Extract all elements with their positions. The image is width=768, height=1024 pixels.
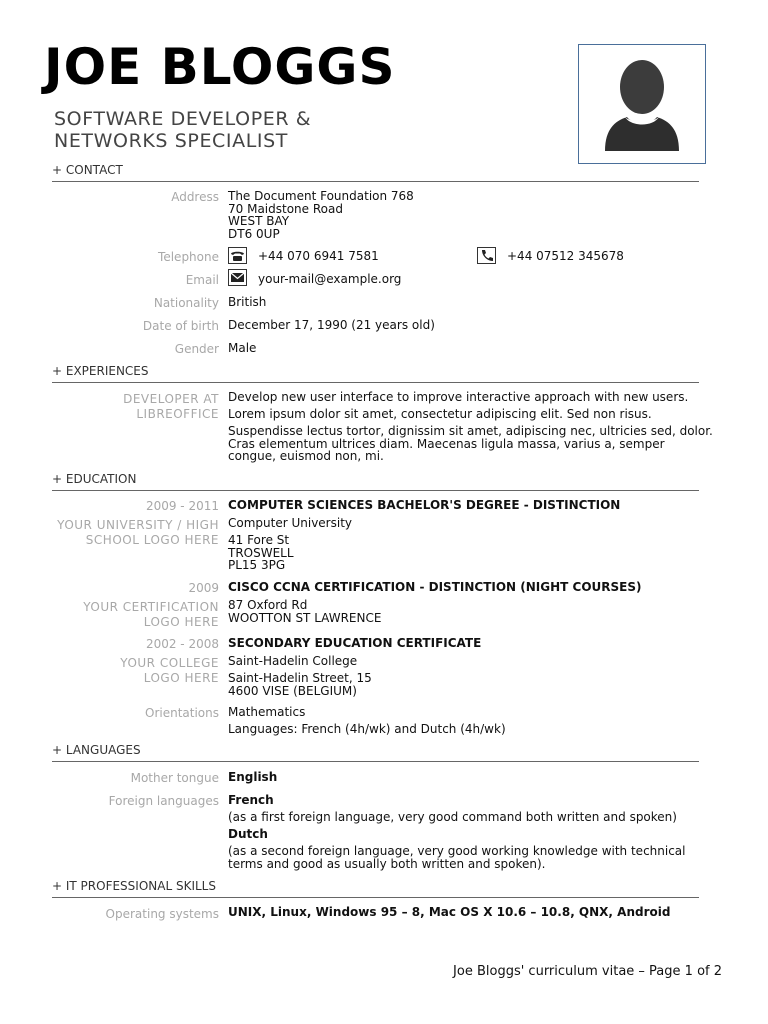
education-institution: Saint-Hadelin College	[228, 654, 358, 668]
mobile-phone-icon	[477, 247, 496, 264]
paragraph-line: Suspendisse lectus tortor, dignissim sit amet, adipiscing nec, ultricies sed, dolor.	[228, 424, 713, 438]
gender-value: Male	[228, 341, 257, 355]
section-contact-heading: + CONTACT	[52, 163, 123, 177]
envelope-icon	[228, 269, 247, 286]
mother-tongue-label: Mother tongue	[130, 771, 219, 785]
telephone-label: Telephone	[158, 250, 219, 264]
education-institution: Computer University	[228, 516, 353, 530]
education-dates: 2002 - 2008	[145, 637, 219, 651]
logo-placeholder-line: LOGO HERE	[143, 615, 219, 629]
education-dates: 2009	[188, 581, 219, 595]
language-dutch: Dutch	[228, 827, 268, 841]
college-logo-placeholder	[120, 656, 219, 686]
job-title	[54, 108, 474, 152]
section-divider	[52, 897, 699, 898]
language-french-note: (as a first foreign language, very good command both written and spoken)	[228, 810, 677, 824]
language-dutch-note	[228, 845, 686, 870]
gender-label: Gender	[174, 342, 219, 356]
logo-placeholder-line: YOUR COLLEGE	[120, 656, 219, 670]
logo-placeholder-line: SCHOOL LOGO HERE	[85, 533, 219, 547]
job-title-line-1: SOFTWARE DEVELOPER &	[54, 108, 312, 130]
phone-landline[interactable]: +44 070 6941 7581	[258, 249, 379, 263]
logo-placeholder-line: LOGO HERE	[143, 671, 219, 685]
address-line: The Document Foundation 768	[228, 189, 414, 203]
experience-paragraph	[228, 425, 713, 463]
section-it-skills-heading: + IT PROFESSIONAL SKILLS	[52, 879, 216, 893]
experience-role-line: DEVELOPER AT	[123, 392, 219, 406]
address-label: Address	[171, 190, 219, 204]
education-address	[228, 599, 381, 624]
address-line: 41 Fore St	[228, 533, 290, 547]
education-dates: 2009 - 2011	[145, 499, 219, 513]
experience-line-1: Develop new user interface to improve interactive approach with new users.	[228, 390, 689, 404]
education-title: COMPUTER SCIENCES BACHELOR'S DEGREE - DISTINCTION	[228, 498, 621, 512]
section-education-heading: + EDUCATION	[52, 472, 137, 486]
experience-role-label	[123, 392, 219, 422]
candidate-name: JOE BLOGGS	[44, 38, 396, 96]
note-line: terms and good as usually both written and spoken).	[228, 856, 546, 871]
address-line: DT6 0UP	[228, 226, 280, 241]
section-languages-heading: + LANGUAGES	[52, 743, 141, 757]
address-line: 4600 VISE (BELGIUM)	[228, 683, 357, 698]
note-line: (as a second foreign language, very good working knowledge with technical	[228, 844, 686, 858]
person-silhouette-icon	[579, 45, 705, 163]
education-address	[228, 534, 294, 572]
operating-systems-label: Operating systems	[105, 907, 219, 921]
address-line: TROSWELL	[228, 545, 294, 560]
orientations-value: Mathematics	[228, 705, 306, 719]
university-logo-placeholder	[57, 518, 219, 548]
profile-photo	[578, 44, 706, 164]
experience-role-line: LIBREOFFICE	[136, 407, 219, 421]
experience-line-2: Lorem ipsum dolor sit amet, consectetur adipiscing elit. Sed non risus.	[228, 407, 652, 421]
dob-label: Date of birth	[142, 319, 219, 333]
page-footer: Joe Bloggs' curriculum vitae – Page 1 of 2	[453, 964, 722, 979]
address-line: WEST BAY	[228, 214, 290, 228]
logo-placeholder-line: YOUR UNIVERSITY / HIGH	[57, 518, 219, 532]
mother-tongue-value: English	[228, 770, 278, 784]
orientations-label: Orientations	[145, 706, 219, 720]
address-line: 87 Oxford Rd	[228, 598, 308, 612]
telephone-icon	[228, 247, 247, 264]
phone-mobile[interactable]: +44 07512 345678	[507, 249, 624, 263]
operating-systems-value: UNIX, Linux, Windows 95 – 8, Mac OS X 10.6 – 10.8, QNX, Android	[228, 905, 671, 919]
certification-logo-placeholder	[83, 600, 219, 630]
logo-placeholder-line: YOUR CERTIFICATION	[83, 600, 219, 614]
paragraph-line: congue, euismod non, mi.	[228, 449, 384, 463]
address-line: 70 Maidstone Road	[228, 201, 343, 216]
education-address	[228, 672, 372, 697]
education-title: SECONDARY EDUCATION CERTIFICATE	[228, 636, 482, 650]
education-languages: Languages: French (4h/wk) and Dutch (4h/wk)	[228, 722, 506, 736]
job-title-line-2: NETWORKS SPECIALIST	[54, 130, 288, 152]
section-divider	[52, 761, 699, 762]
education-title: CISCO CCNA CERTIFICATION - DISTINCTION (NIGHT COURSES)	[228, 580, 642, 594]
address-line: WOOTTON ST LAWRENCE	[228, 610, 382, 625]
language-french: French	[228, 793, 274, 807]
address-line: Saint-Hadelin Street, 15	[228, 671, 372, 685]
email-value[interactable]: your-mail@example.org	[258, 272, 402, 286]
email-label: Email	[185, 273, 219, 287]
nationality-value: British	[228, 295, 267, 309]
dob-value: December 17, 1990 (21 years old)	[228, 318, 435, 332]
section-experiences-heading: + EXPERIENCES	[52, 364, 149, 378]
section-divider	[52, 490, 699, 491]
section-divider	[52, 382, 699, 383]
nationality-label: Nationality	[153, 296, 219, 310]
foreign-languages-label: Foreign languages	[108, 794, 219, 808]
paragraph-line: Cras elementum ultrices diam. Maecenas ligula massa, varius a, semper	[228, 436, 665, 451]
address-value	[228, 190, 414, 240]
address-line: PL15 3PG	[228, 558, 286, 572]
section-divider	[52, 181, 699, 182]
